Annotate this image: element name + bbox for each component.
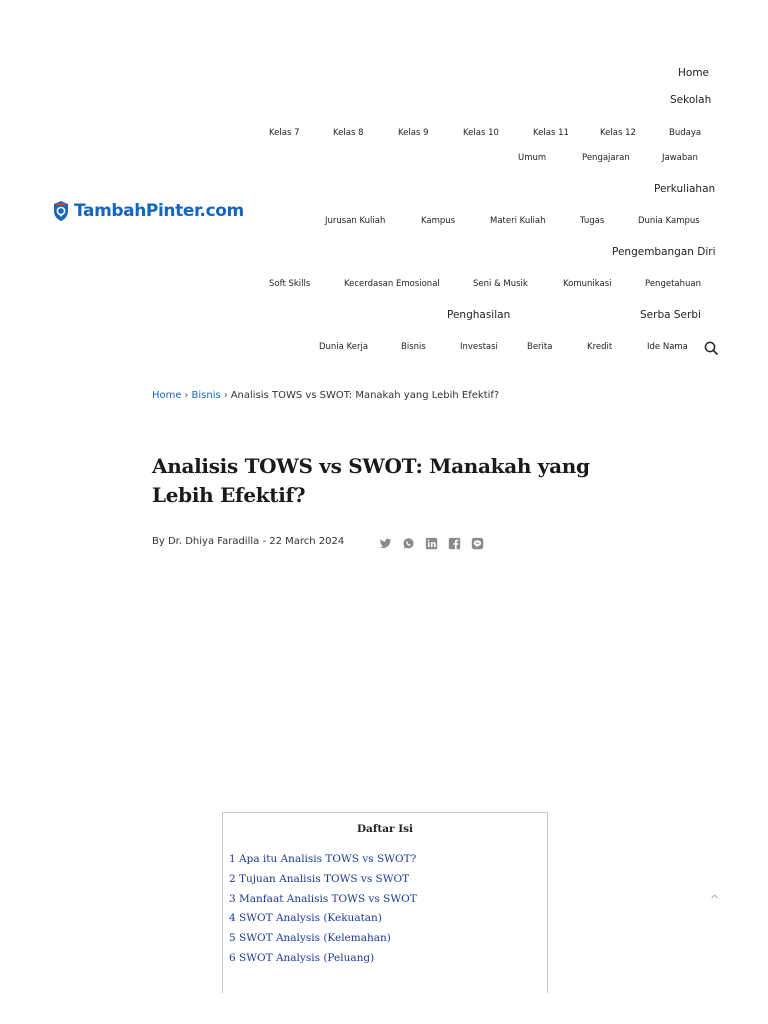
shield-lightbulb-icon xyxy=(52,200,70,222)
breadcrumb-separator: › xyxy=(184,390,189,401)
nav-item-investasi[interactable]: Investasi xyxy=(460,342,498,352)
article-byline: By Dr. Dhiya Faradilla - 22 March 2024 xyxy=(152,536,345,547)
nav-item-ide-nama[interactable]: Ide Nama xyxy=(647,342,688,352)
back-to-top-button[interactable]: ^ xyxy=(710,893,720,906)
toc-title: Daftar Isi xyxy=(356,823,414,835)
nav-item-komunikasi[interactable]: Komunikasi xyxy=(563,279,612,289)
nav-item-pengajaran[interactable]: Pengajaran xyxy=(582,153,630,163)
nav-item-jurusan-kuliah[interactable]: Jurusan Kuliah xyxy=(325,216,386,226)
nav-item-materi-kuliah[interactable]: Materi Kuliah xyxy=(490,216,546,226)
breadcrumb-home[interactable]: Home xyxy=(152,390,182,401)
breadcrumb-current: Analisis TOWS vs SWOT: Manakah yang Lebih Efektif? xyxy=(230,390,500,401)
nav-item-pengetahuan[interactable]: Pengetahuan xyxy=(645,279,701,289)
nav-home[interactable]: Home xyxy=(678,67,710,79)
nav-sekolah[interactable]: Sekolah xyxy=(670,94,712,106)
toc-item[interactable]: 4 SWOT Analysis (Kekuatan) xyxy=(229,912,382,924)
twitter-icon[interactable] xyxy=(379,537,392,550)
toc-item[interactable]: 3 Manfaat Analisis TOWS vs SWOT xyxy=(229,893,417,905)
nav-item-umum[interactable]: Umum xyxy=(518,153,547,163)
toc-item[interactable]: 6 SWOT Analysis (Peluang) xyxy=(229,952,375,964)
nav-item-kelas-10[interactable]: Kelas 10 xyxy=(463,128,499,138)
nav-item-kampus[interactable]: Kampus xyxy=(421,216,456,226)
article-title: Analisis TOWS vs SWOT: Manakah yang Lebih Efektif? xyxy=(152,454,590,507)
nav-item-dunia-kerja[interactable]: Dunia Kerja xyxy=(319,342,369,352)
search-icon[interactable] xyxy=(703,340,719,356)
nav-item-tugas[interactable]: Tugas xyxy=(580,216,605,226)
linkedin-icon[interactable] xyxy=(425,537,438,550)
facebook-icon[interactable] xyxy=(448,537,461,550)
toc-item[interactable]: 5 SWOT Analysis (Kelemahan) xyxy=(229,932,391,944)
site-logo[interactable] xyxy=(52,198,244,224)
toc-item[interactable]: 1 Apa itu Analisis TOWS vs SWOT? xyxy=(229,853,417,865)
breadcrumb-separator: › xyxy=(223,390,228,401)
nav-item-kelas-7[interactable]: Kelas 7 xyxy=(269,128,300,138)
logo-text: TambahPinter.com xyxy=(74,201,244,221)
nav-item-berita[interactable]: Berita xyxy=(527,342,553,352)
nav-item-kelas-11[interactable]: Kelas 11 xyxy=(533,128,569,138)
nav-item-bisnis[interactable]: Bisnis xyxy=(401,342,426,352)
nav-item-soft-skills[interactable]: Soft Skills xyxy=(269,279,311,289)
nav-item-jawaban[interactable]: Jawaban xyxy=(662,153,698,163)
nav-serba-serbi[interactable]: Serba Serbi xyxy=(640,309,701,321)
nav-item-dunia-kampus[interactable]: Dunia Kampus xyxy=(638,216,700,226)
nav-item-kecerdasan-emosional[interactable]: Kecerdasan Emosional xyxy=(344,279,440,289)
whatsapp-icon[interactable] xyxy=(402,537,415,550)
nav-item-budaya[interactable]: Budaya xyxy=(669,128,702,138)
breadcrumb-category[interactable]: Bisnis xyxy=(191,390,221,401)
nav-item-kelas-9[interactable]: Kelas 9 xyxy=(398,128,429,138)
nav-item-kelas-8[interactable]: Kelas 8 xyxy=(333,128,364,138)
nav-perkuliahan[interactable]: Perkuliahan xyxy=(654,183,716,195)
table-of-contents xyxy=(222,812,548,993)
nav-item-seni-musik[interactable]: Seni & Musik xyxy=(473,279,528,289)
breadcrumb xyxy=(152,390,499,401)
nav-item-kredit[interactable]: Kredit xyxy=(587,342,613,352)
toc-item[interactable]: 2 Tujuan Analisis TOWS vs SWOT xyxy=(229,873,410,885)
line-icon[interactable] xyxy=(471,537,484,550)
nav-pengembangan-diri[interactable]: Pengembangan Diri xyxy=(612,246,716,258)
nav-item-kelas-12[interactable]: Kelas 12 xyxy=(600,128,636,138)
nav-penghasilan[interactable]: Penghasilan xyxy=(447,309,511,321)
